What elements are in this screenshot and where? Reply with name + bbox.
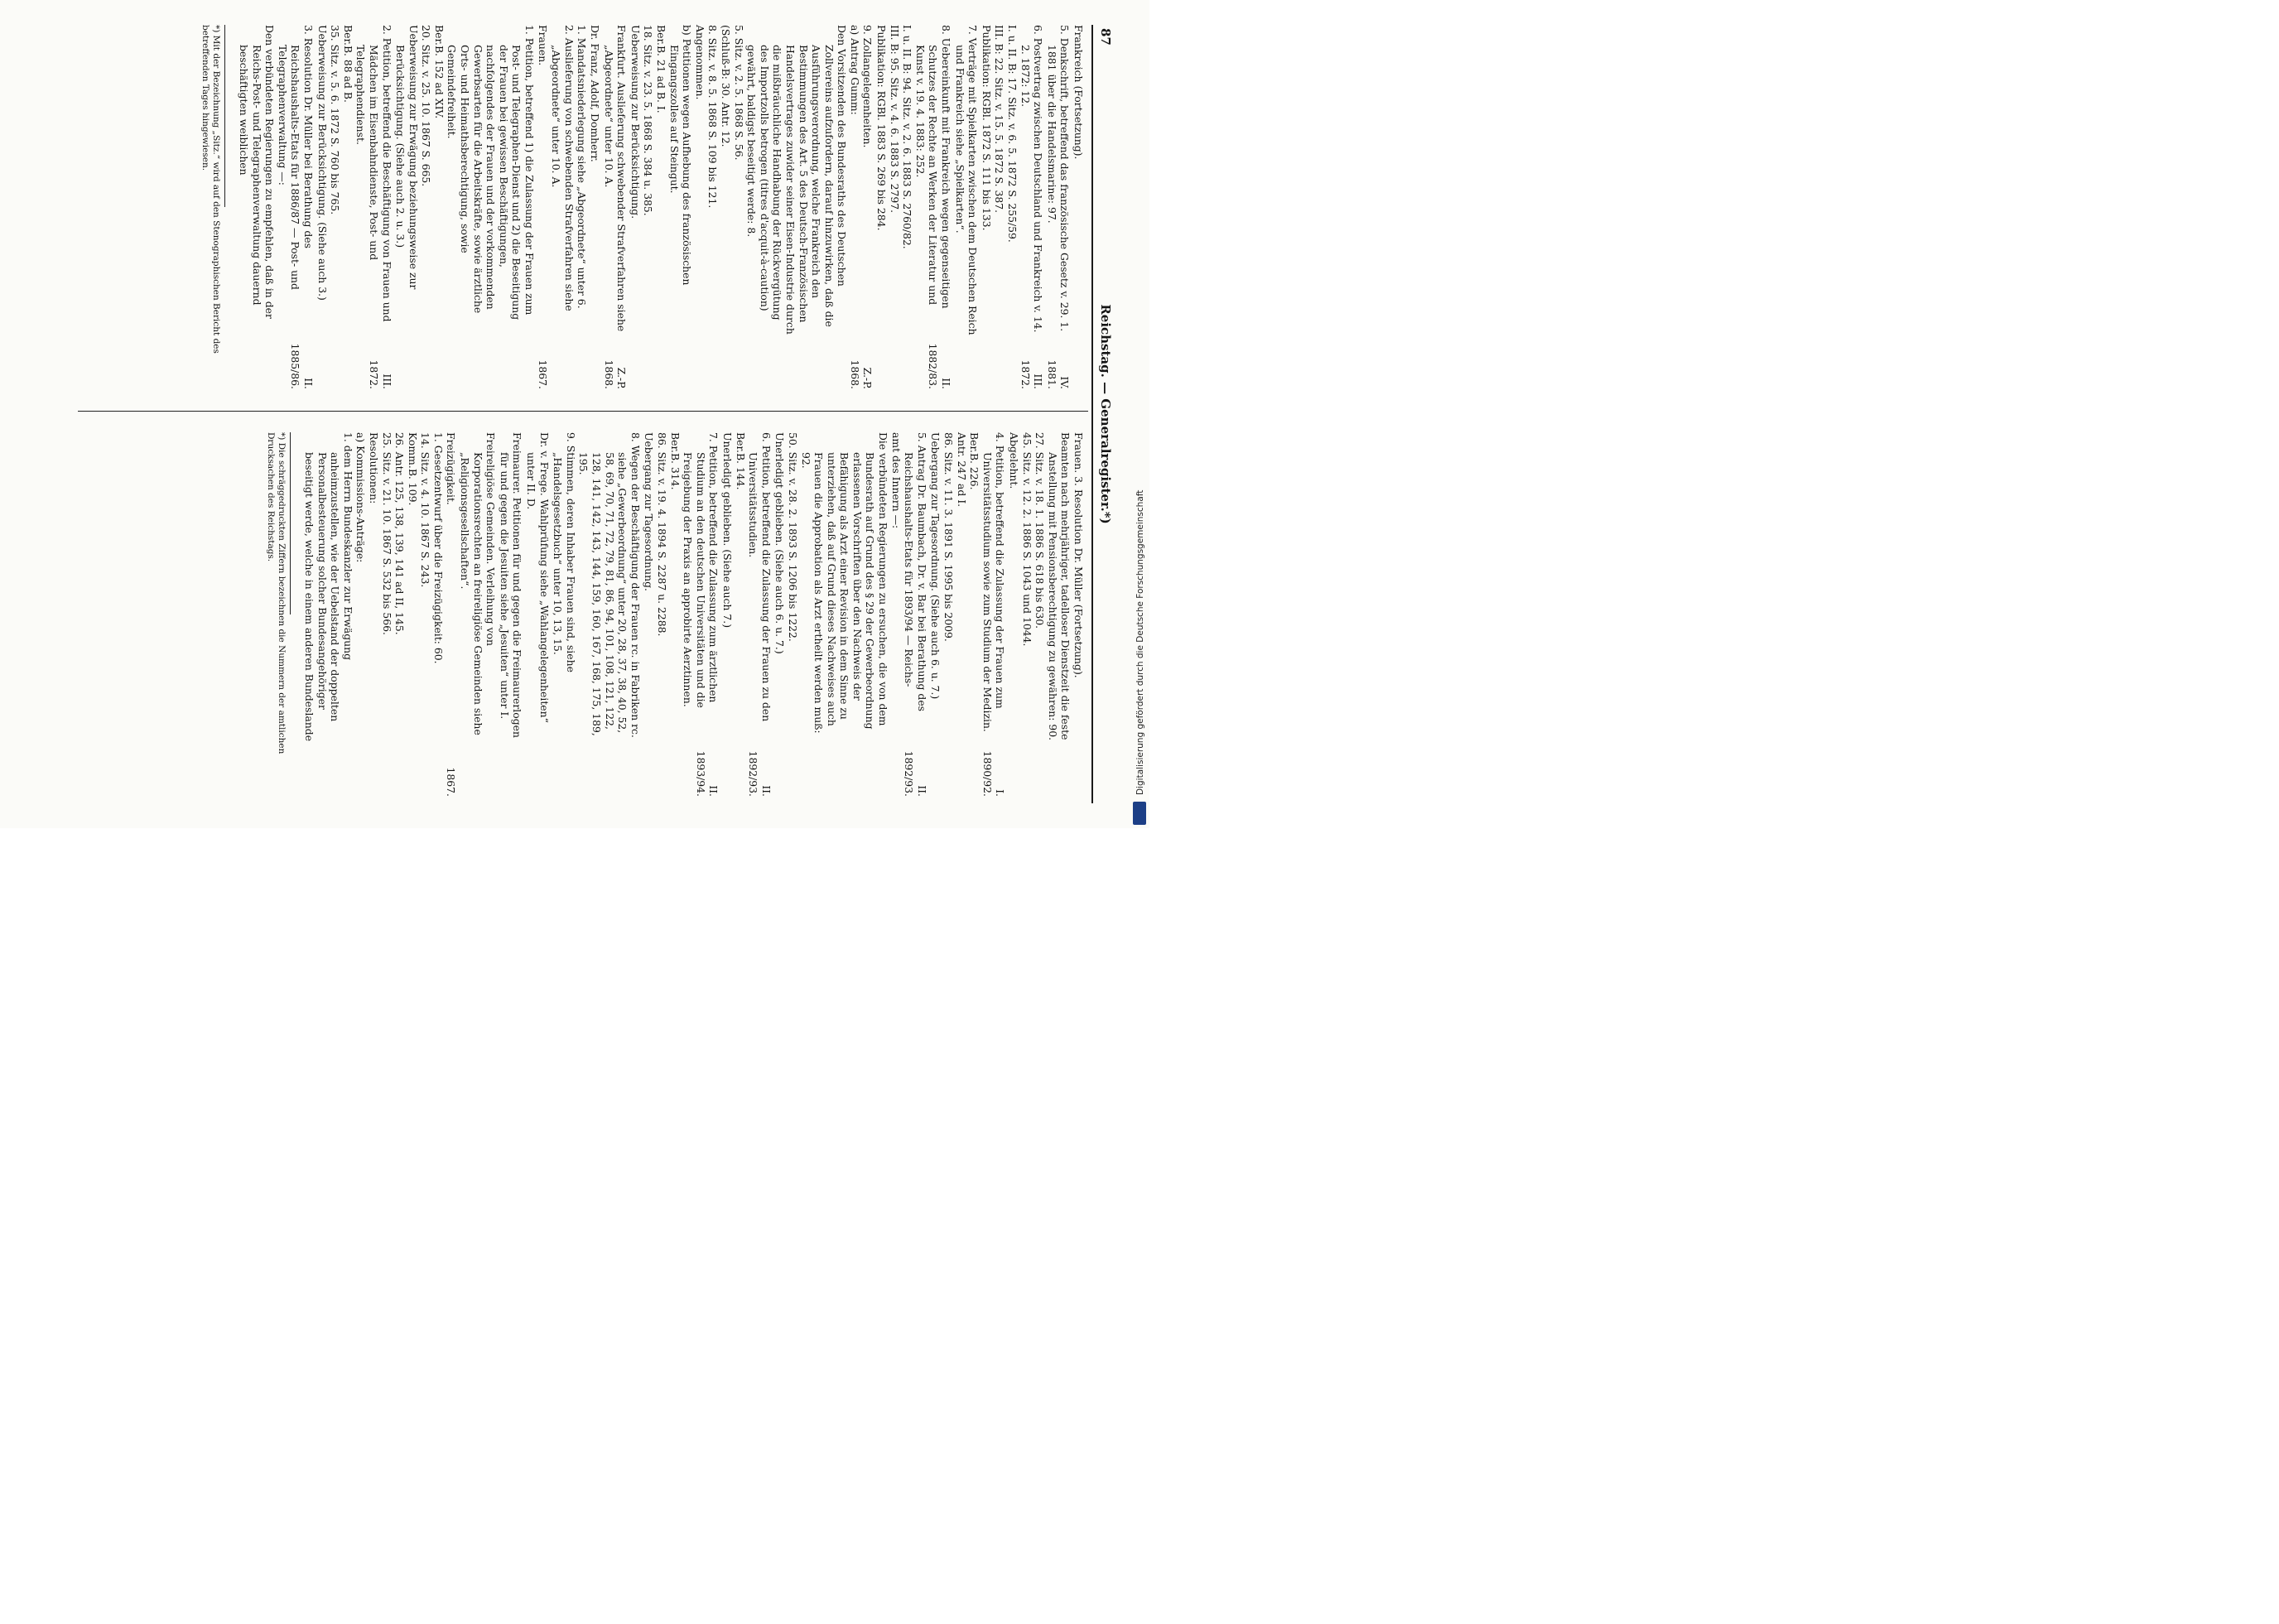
entry-line: a) Kommissions-Anträge: xyxy=(354,432,368,563)
entry-line: Publikation: RGBl. 1883 S. 269 bis 284. xyxy=(875,25,889,231)
register-entry xyxy=(302,432,457,797)
entry-line: Ueberweisung zur Berücksichtigung. (Siehe auch 3.) xyxy=(316,25,329,301)
entry-line: Dr. Franz, Adolf, Domherr. xyxy=(589,25,602,162)
register-entry xyxy=(498,432,523,797)
entry-line: 8. Sitz. v. 8. 5. 1868 S. 109 bis 121. xyxy=(706,25,720,209)
session-margin-note xyxy=(445,749,458,797)
entry-line: 14. Sitz. v. 4. 10. 1867 S. 243. xyxy=(419,432,432,588)
entry-line: 1. dem Herrn Bundeskanzler zur Erwägung anheimzustellen, wie der Uebelstand der doppelten Personalbesteuerung solcher Bundesangehöriger beseitigt werde, welche in einem anderen Bundeslande xyxy=(302,432,354,742)
entry-line: amt des Innern —: xyxy=(889,432,903,529)
entry-line: 1. Petition, betreffend 1) die Zulassung der Frauen zum Post- und Telegraphen-Dienst und 2) die Beseitigung der Frauen bei gewissen Beschäftigungen, nachfolgendes der Frauen und der vorkommenden Gewerbsarten für die Arbeitskräfte, sowie ärztliche Orts- und Heimathsberechtigung, sowie Gemeindefreiheit. xyxy=(446,25,537,320)
entry-line: Frauen. xyxy=(536,25,549,66)
register-entry xyxy=(602,25,628,389)
entry-line: 20. Sitz. v. 25. 10. 1867 S. 665. xyxy=(420,25,433,187)
entry-line: 5. Antrag Dr. Baumbach, Dr. v. Bar bei Berathung des Reichshaushalts-Etats für 1893/94 — Reichs- xyxy=(903,432,928,712)
entry-line: Den verbündeten Regierungen zu empfehlen, daß in der Reichs-Post- und Telegraphenverwaltung dauernd beschäftigten weiblichen xyxy=(238,25,277,319)
session-label: IV. xyxy=(1058,376,1072,389)
entry-line: 1. Gesetzentwurf über die Freizügigkeit: 60. xyxy=(431,432,445,664)
session-label: 1885/86. xyxy=(289,343,302,389)
register-entry xyxy=(720,432,772,797)
register-entry xyxy=(1007,432,1085,797)
entry-line: 1. Mandatsniederlegung siehe „Abgeordnete“ unter 6. xyxy=(576,25,589,309)
register-entry xyxy=(459,432,498,797)
register-entry xyxy=(1045,25,1071,389)
entry-line: Uebergang zur Tagesordnung. (Siehe auch 6. u. 7.) xyxy=(929,432,942,700)
footnote-rule xyxy=(290,432,291,614)
session-label: 1893/94. xyxy=(694,750,707,797)
entry-line: 45. Sitz. v. 12. 2. 1886 S. 1043 und 1044. xyxy=(1020,432,1034,647)
entry-line: Ueberweisung zur Erwägung beziehungsweise zur Berücksichtigung. (Siehe auch 2. u. 3.) xyxy=(394,25,420,290)
session-label: I. xyxy=(994,789,1007,797)
entry-line: Abgelehnt. xyxy=(1008,432,1021,489)
entry-line: Resolutionen: xyxy=(367,432,380,504)
register-entry xyxy=(875,25,953,389)
entry-line: Ber.B. 152 ad XIV. xyxy=(432,25,446,119)
entry-line: I. u. II. B: 94. Sitz. v. 2. 6. 1883 S. 2760/82. xyxy=(901,25,914,249)
session-label: II. xyxy=(301,378,315,389)
session-margin-note xyxy=(903,749,928,797)
page-number: 87 xyxy=(1098,28,1113,46)
entry-line: 5. Denkschrift, betreffend das französische Gesetz v. 29. 1. 1881 über die Handelsmarine: 97. xyxy=(1045,25,1072,332)
session-label: III. xyxy=(1032,373,1045,389)
entry-line: 18. Sitz. v. 23. 5. 1868 S. 384 u. 385. xyxy=(642,25,655,216)
register-entry xyxy=(524,432,550,797)
entry-line: 25. Sitz. v. 21. 10. 1867 S. 532 bis 566. xyxy=(380,432,393,635)
entry-line: 86. Sitz. v. 19. 4. 1894 S. 2287 u. 2288. xyxy=(656,432,668,637)
session-label: II. xyxy=(707,785,720,797)
register-entry xyxy=(394,25,549,389)
dfg-logo xyxy=(1133,802,2279,1624)
session-margin-note xyxy=(367,341,393,389)
entry-line: Die verbündeten Regierungen zu ersuchen, die von dem Bundesrath auf Grund des § 29 der Gewerbeordnung erlassenen Vorschriften über den Nachweis der Befähigung als Arzt einer Revision in dem Sinne zu unterziehen, daß auf Grund dieses Nachweises auch Frauen die Approbation als Arzt ertheilt werden muß: 92. xyxy=(799,432,890,734)
session-margin-note xyxy=(747,749,773,797)
entry-line: Freireligiöse Gemeinden. Verleihung von Korporationsrechten an freireligiöse Gemeinden siehe „Religionsgesellschaften“. xyxy=(459,432,498,735)
session-margin-note xyxy=(289,341,315,389)
running-title: Reichstag. — Generalregister.*) xyxy=(1098,304,1113,524)
entry-line: a) Antrag Gumm: xyxy=(848,25,861,115)
entry-line: 6. Postvertrag zwischen Deutschland und Frankreich v. 14. 2. 1872: 12. xyxy=(1019,25,1045,333)
page-header xyxy=(1091,25,1115,803)
entry-line: 8. Uebereinkunft mit Frankreich wegen gegenseitigen Schutzes der Rechte an Werken der Literatur und Kunst v. 19. 4. 1883: 252. xyxy=(913,25,953,309)
entry-line: 26. Antr. 125, 138, 139, 141 ad II, 145. xyxy=(393,432,407,635)
session-label: 1892/93. xyxy=(903,750,916,797)
entry-line: 50. Sitz. v. 28. 2. 1893 S. 1206 bis 1222. xyxy=(786,432,799,642)
register-entry xyxy=(550,25,601,389)
dfg-logo-text: DFG xyxy=(2270,1605,2279,1624)
entry-line: III. B: 22. Sitz. v. 15. 5. 1872 S. 387. xyxy=(993,25,1006,214)
session-label: 1872. xyxy=(367,359,380,389)
register-entry xyxy=(643,432,720,797)
session-label: 1892/93. xyxy=(747,750,760,797)
entry-line: Uebergang zur Tagesordnung. xyxy=(643,432,656,591)
entry-line: 9. Stimmen, deren Inhaber Frauen sind, siehe „Handelsgesetzbuch“ unter 10, 13, 15. xyxy=(552,432,577,672)
session-label: 1890/92. xyxy=(980,750,994,797)
entry-line: Freimaurer. Petitionen für und gegen die Freimaurerlogen für und gegen die Jesuiten siehe „Jesuiten“ unter I. xyxy=(498,432,524,738)
entry-line: Frankreich (Fortsetzung). xyxy=(1072,25,1085,160)
session-label: II. xyxy=(759,785,773,797)
session-label: Z.-P. xyxy=(615,367,629,389)
session-label: 1868. xyxy=(602,359,615,389)
entry-line: III. B: 95. Sitz. v. 4. 6. 1883 S. 2797. xyxy=(888,25,901,214)
entry-line: Unerledigt geblieben. (Siehe auch 7.) xyxy=(720,432,734,629)
left-column xyxy=(200,25,1085,389)
entry-line: 2. Petition, betreffend die Beschäftigung von Frauen und Mädchen im Eisenbahndienste, Post- und Telegraphendienst. xyxy=(354,25,393,322)
session-margin-note xyxy=(1045,341,1071,389)
entry-line: Publikation: RGBl. 1872 S. 111 bis 133. xyxy=(980,25,993,231)
session-label: Z.-P. xyxy=(861,367,874,389)
entry-line: Antr. 247 ad I. xyxy=(955,432,968,508)
register-entry xyxy=(980,25,1044,389)
register-entry xyxy=(237,25,315,389)
register-entry xyxy=(316,25,393,389)
register-entry xyxy=(773,432,928,797)
right-column xyxy=(265,432,1085,797)
register-entry xyxy=(1072,25,1085,389)
session-margin-note xyxy=(602,341,628,389)
entry-line: 5. Sitz. v. 2. 5. 1868 S. 56. xyxy=(732,25,745,161)
entry-line: Freizügigkeit. xyxy=(445,432,458,505)
session-label: 1881. xyxy=(1045,359,1058,389)
entry-line: 7. Verträge mit Spielkarten zwischen dem Deutschen Reich und Frankreich siehe „Spielkarten“. xyxy=(953,25,980,335)
session-margin-note xyxy=(1019,341,1044,389)
entry-line: Ber.B. 21 ad B. I. xyxy=(655,25,667,113)
footnote: *) Die schräggedruckten Ziffern bezeichnen die Nummern der amtlichen Drucksachen des Reichstags. xyxy=(266,432,287,754)
entry-line: b) Petitionen wegen Aufhebung des französischen Eingangszolles auf Steingut. xyxy=(667,25,694,286)
rotated-document-sheet xyxy=(22,25,1115,803)
entry-line: 9. Zollangelegenheiten. xyxy=(861,25,874,148)
entry-line: 27. Sitz. v. 18. 1. 1886 S. 618 bis 630. xyxy=(1034,432,1047,629)
footnote: *) Mit der Bezeichnung „Sitz.“ wird auf den Stenographischen Bericht des betreffenden Tages hingewiesen. xyxy=(200,25,222,354)
register-entry xyxy=(953,25,979,389)
entry-line: Ber.B. 144. xyxy=(734,432,747,490)
session-label: 1868. xyxy=(848,359,861,389)
entry-line: 6. Petition, betreffend die Zulassung der Frauen zu den Universitätsstudien. xyxy=(747,432,773,722)
entry-line: Ber.B. 88 ad B. xyxy=(341,25,354,103)
entry-line: (Schluß-B: 30. Antr. 12. xyxy=(719,25,732,147)
entry-line: 4. Petition, betreffend die Zulassung der Frauen zum Universitätsstudium sowie zum Studium der Medizin. xyxy=(980,432,1007,732)
session-label: II. xyxy=(915,785,928,797)
entry-line: 2. Auslieferung von schwebenden Strafverfahren siehe „Abgeordnete“ unter 10. A. xyxy=(550,25,576,311)
session-label: 1867. xyxy=(536,359,549,389)
entry-line: Frauen. 3. Resolution Dr. Müller (Fortsetzung). xyxy=(1072,432,1085,678)
session-margin-note xyxy=(848,341,874,389)
session-label: 1867. xyxy=(445,767,458,797)
entry-line: Frankfurt. Auslieferung schwebender Strafverfahren siehe „Abgeordnete“ unter 10. A. xyxy=(602,25,629,332)
entry-line: 7. Petition, betreffend die Zulassung zum ärztlichen Studium an den deutschen Universitäten und die Freigebung der Praxis an approbirte Aerztinnen. xyxy=(682,432,720,708)
entry-line: 3. Resolution Dr. Müller bei Berathung des Reichshaushalts-Etats für 1886/87 — Post- und Telegraphenverwaltung —: xyxy=(276,25,315,290)
column-divider xyxy=(78,411,1088,412)
session-label: III. xyxy=(380,373,393,389)
entry-line: Ber.B. 314. xyxy=(668,432,682,490)
entry-line: I. u. II. B: 17. Sitz. v. 6. 5. 1872 S. 255/59. xyxy=(1006,25,1019,243)
session-label: 1872. xyxy=(1019,359,1032,389)
entry-line: Dr. v. Frege. Wahlprüfung siehe „Wahlangelegenheiten“ unter II. D. xyxy=(525,432,551,723)
entry-line: Ber.B. 226. xyxy=(968,432,981,490)
register-entry xyxy=(552,432,642,797)
session-margin-note xyxy=(536,341,549,389)
entry-line: Angenommen. xyxy=(693,25,706,100)
entry-line: Beamten nach mehrjähriger, tadelloser Dienstzeit die feste Anstellung mit Pensionsberechtigung zu gewähren: 90. xyxy=(1046,432,1072,741)
footnote-rule xyxy=(224,25,225,207)
register-entry xyxy=(629,25,874,389)
session-margin-note xyxy=(980,749,1006,797)
session-label: 1882/83. xyxy=(927,343,940,389)
digitization-note: Digitalisierung gefördert durch die Deutsche Forschungsgemeinschaft xyxy=(1135,489,1145,795)
entry-line: 86. Sitz. v. 11. 3. 1891 S. 1995 bis 2009. xyxy=(942,432,956,642)
entry-line: Komm.B. 109. xyxy=(406,432,419,506)
entry-line: Ueberweisung zur Berücksichtigung. xyxy=(629,25,642,219)
entry-line: 35. Sitz. v. 5. 6. 1872 S. 760 bis 765. xyxy=(329,25,342,215)
entry-line: 8. Wegen der Beschäftigung der Frauen rc. in Fabriken rc. siehe „Gewerbeordnung“ unter 20, 28, 37, 38, 40, 52, 58, 69, 70, 71, 72, 79, 81, 86, 94, 101, 108, 121, 122, 128, 141, 142, 143, 144, 159, 160, 167, 168, 175, 189, 195. xyxy=(577,432,642,738)
entry-line: Den Vorsitzenden des Bundesraths des Deutschen Zollvereins aufzufordern, darauf hinzuwirken, daß die Ausführungsverordnung, welche Frankreich den Bestimmungen des Art. 5 des Deutsch-Französischen Handelsvertrages zuwider seiner Eisen-Industrie durch die mißbräuchliche Handhabung der Rückvergütung des Importzolls betrogen (titres d'acquit-à-caution) gewährt, baldigst beseitigt werde: 8. xyxy=(745,25,849,335)
session-label: II. xyxy=(940,378,953,389)
entry-line: Unerledigt geblieben. (Siehe auch 6. u. 7.) xyxy=(773,432,787,654)
session-margin-note xyxy=(694,749,720,797)
session-margin-note xyxy=(927,341,952,389)
register-entry xyxy=(929,432,1007,797)
